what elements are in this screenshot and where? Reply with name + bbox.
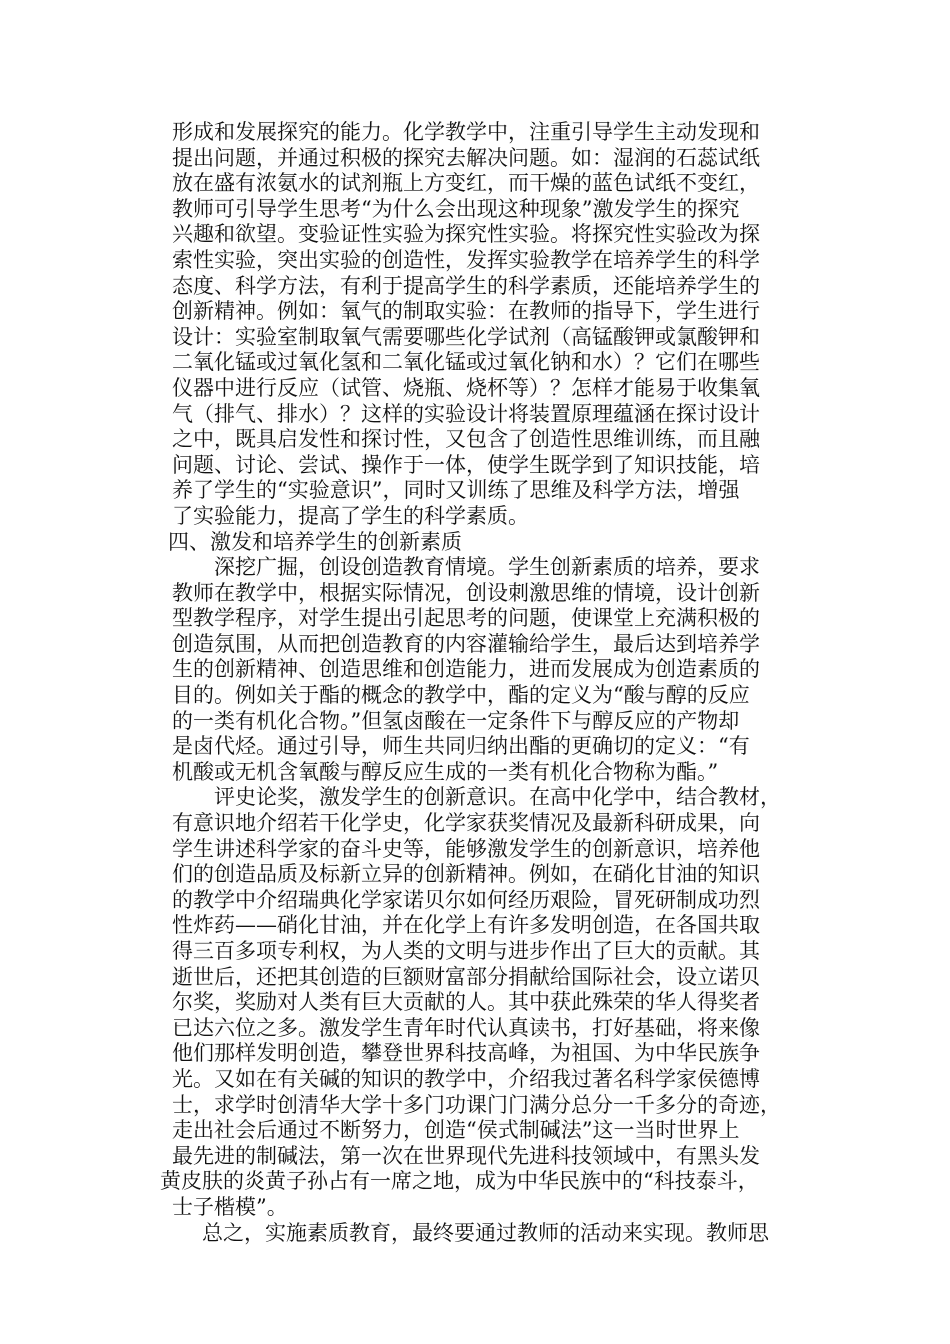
text-line: 问题、讨论、尝试、操作于一体，使学生既学到了知识技能，培 <box>172 452 760 477</box>
text-line: 得三百多项专利权，为人类的文明与进步作出了巨大的贡献。其 <box>172 939 760 963</box>
text-line: 学生讲述科学家的奋斗史等，能够激发学生的创新意识，培养他 <box>172 836 760 861</box>
text-line: 教师在教学中，根据实际情况，创设刺激思维的情境，设计创新 <box>172 580 760 605</box>
text-line: 气（排气、排水）？这样的实验设计将装置原理蕴涵在探讨设计 <box>172 401 760 426</box>
text-line: 教师可引导学生思考“为什么会出现这种现象”激发学生的探究 <box>172 196 740 221</box>
text-line: 创造氛围，从而把创造教育的内容灌输给学生，最后达到培养学 <box>172 631 760 656</box>
text-line: 放在盛有浓氨水的试剂瓶上方变红，而干燥的蓝色试纸不变红， <box>172 171 760 196</box>
text-line: 最先进的制碱法，第一次在世界现代先进科技领域中，有黑头发 <box>172 1143 760 1168</box>
text-line: 的一类有机化合物。”但氢卤酸在一定条件下与醇反应的产物却 <box>172 708 740 733</box>
text-line: 性炸药——硝化甘油，并在化学上有许多发明创造，在各国共取 <box>172 913 760 938</box>
text-line: 二氧化锰或过氧化氢和二氧化锰或过氧化钠和水）？它们在哪些 <box>172 350 760 375</box>
text-line: 之中，既具启发性和探讨性，又包含了创造性思维训练，而且融 <box>172 427 760 452</box>
text-line: 了实验能力，提高了学生的科学素质。 <box>172 503 529 528</box>
text-line: 是卤代烃。通过引导，师生共同归纳出酯的更确切的定义：“有 <box>172 734 750 759</box>
text-line: 生的创新精神、创造思维和创造能力，进而发展成为创造素质的 <box>172 657 760 682</box>
text-line: 形成和发展探究的能力。化学教学中，注重引导学生主动发现和 <box>172 120 760 144</box>
text-line: 型教学程序，对学生提出引起思考的问题，使课堂上充满积极的 <box>172 606 760 631</box>
text-line: 兴趣和欲望。变验证性实验为探究性实验。将探究性实验改为探 <box>172 222 760 247</box>
body-text <box>160 120 820 1246</box>
text-line: 提出问题，并通过积极的探究去解决问题。如：湿润的石蕊试纸 <box>172 145 760 170</box>
text-line: 们的创造品质及标新立异的创新精神。例如，在硝化甘油的知识 <box>172 862 760 887</box>
text-line: 态度、科学方法，有利于提高学生的科学素质，还能培养学生的 <box>172 273 760 298</box>
text-line: 评史论奖，激发学生的创新意识。在高中化学中，结合教材， <box>214 785 781 810</box>
text-line: 创新精神。例如：氧气的制取实验：在教师的指导下，学生进行 <box>172 299 760 324</box>
text-line: 逝世后，还把其创造的巨额财富部分捐献给国际社会，设立诺贝 <box>172 964 760 989</box>
text-line: 士子楷模”。 <box>172 1194 288 1219</box>
text-line: 总之，实施素质教育，最终要通过教师的活动来实现。教师思 <box>202 1220 769 1245</box>
text-line: 有意识地介绍若干化学史，化学家获奖情况及最新科研成果，向 <box>172 811 760 836</box>
text-line: 索性实验，突出实验的创造性，发挥实验教学在培养学生的科学 <box>172 247 760 272</box>
text-line: 士，求学时创清华大学十多门功课门门满分总分一千多分的奇迹， <box>172 1092 781 1117</box>
text-line: 四、激发和培养学生的创新素质 <box>168 529 462 554</box>
text-line: 走出社会后通过不断努力，创造“侯式制碱法”这一当时世界上 <box>172 1118 740 1143</box>
text-line: 光。又如在有关碱的知识的教学中，介绍我过著名科学家侯德博 <box>172 1066 760 1091</box>
text-line: 已达六位之多。激发学生青年时代认真读书，打好基础，将来像 <box>172 1015 760 1040</box>
text-line: 的教学中介绍瑞典化学家诺贝尔如何经历艰险，冒死研制成功烈 <box>172 887 760 912</box>
text-line: 设计：实验室制取氧气需要哪些化学试剂（高锰酸钾或氯酸钾和 <box>172 324 760 349</box>
text-line: 黄皮肤的炎黄子孙占有一席之地，成为中华民族中的“科技泰斗， <box>160 1169 759 1194</box>
text-line: 仪器中进行反应（试管、烧瓶、烧杯等）？怎样才能易于收集氧 <box>172 375 760 400</box>
text-line: 机酸或无机含氧酸与醇反应生成的一类有机化合物称为酯。” <box>172 759 719 784</box>
text-line: 深挖广掘，创设创造教育情境。学生创新素质的培养，要求 <box>214 555 760 580</box>
text-line: 养了学生的“实验意识”，同时又训练了思维及科学方法，增强 <box>172 478 740 503</box>
text-line: 尔奖，奖励对人类有巨大贡献的人。其中获此殊荣的华人得奖者 <box>172 990 760 1015</box>
text-line: 他们那样发明创造，攀登世界科技高峰，为祖国、为中华民族争 <box>172 1041 760 1066</box>
text-line: 目的。例如关于酯的概念的教学中，酯的定义为“酸与醇的反应 <box>172 683 750 708</box>
